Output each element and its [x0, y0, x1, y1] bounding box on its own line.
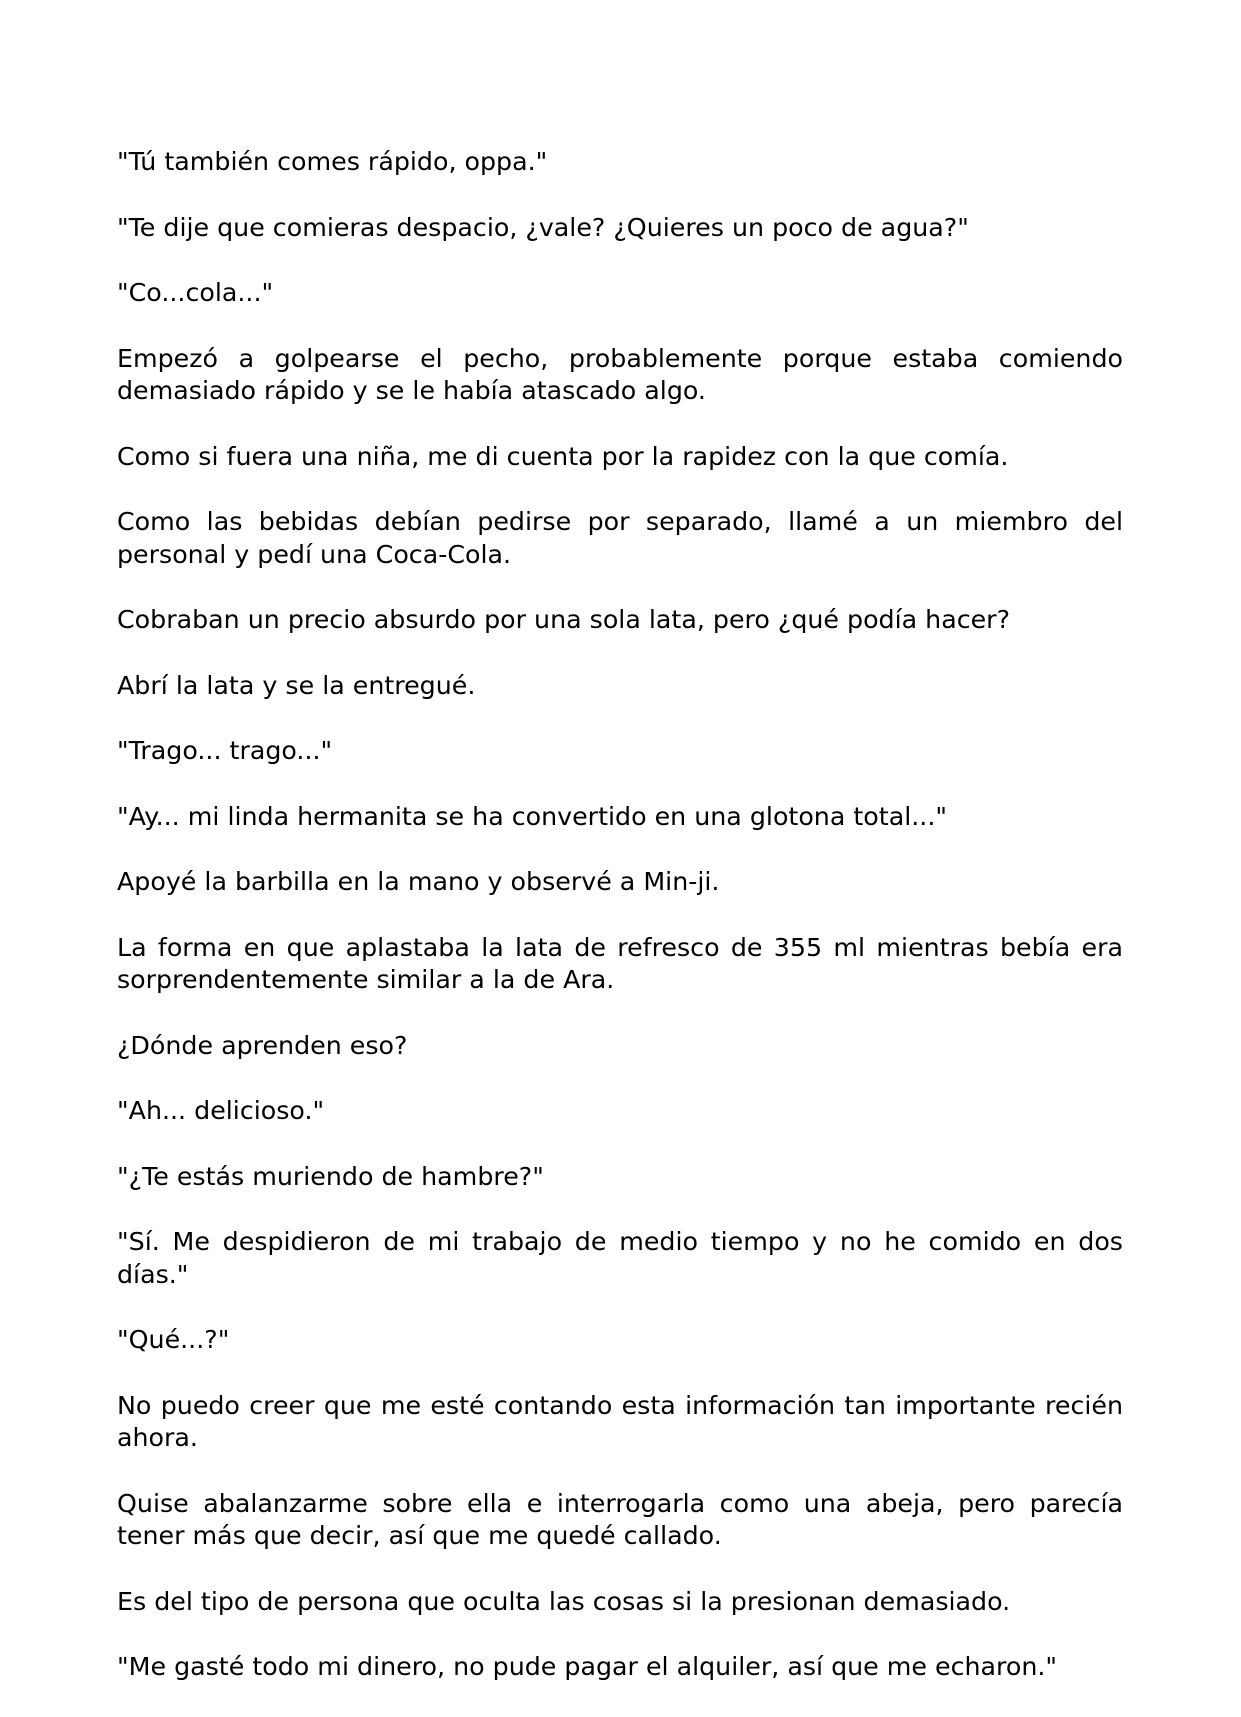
paragraph: Quise abalanzarme sobre ella e interrogarla como una abeja, pero parecía tener más que decir, así que me quedé callado.: [117, 1488, 1123, 1550]
paragraph: "Tú también comes rápido, oppa.": [117, 147, 548, 176]
paragraph: Como si fuera una niña, me di cuenta por la rapidez con la que comía.: [117, 441, 1009, 471]
paragraph: No puedo creer que me esté contando esta información tan importante recién ahora.: [117, 1390, 1123, 1452]
paragraph: ¿Dónde aprenden eso?: [117, 1030, 408, 1060]
paragraph: La forma en que aplastaba la lata de refresco de 355 ml mientras bebía era sorprendentemente similar a la de Ara.: [117, 932, 1123, 994]
paragraph: "Qué...?": [117, 1325, 230, 1354]
paragraph: Es del tipo de persona que oculta las cosas si la presionan demasiado.: [117, 1586, 1011, 1616]
paragraph: Empezó a golpearse el pecho, probablemente porque estaba comiendo demasiado rápido y se le había atascado algo.: [117, 343, 1123, 405]
document-page: [117, 146, 1123, 1717]
paragraph: Como las bebidas debían pedirse por separado, llamé a un miembro del personal y pedí una Coca-Cola.: [117, 507, 1123, 569]
paragraph: "Trago... trago...": [117, 736, 333, 765]
paragraph: Cobraban un precio absurdo por una sola lata, pero ¿qué podía hacer?: [117, 605, 1011, 634]
paragraph: "Te dije que comieras despacio, ¿vale? ¿Quieres un poco de agua?": [117, 212, 969, 242]
paragraph: "Ay... mi linda hermanita se ha convertido en una glotona total...": [117, 801, 947, 831]
paragraph: "Ah... delicioso.": [117, 1096, 325, 1125]
paragraph: "Me gasté todo mi dinero, no pude pagar el alquiler, así que me echaron.": [117, 1652, 1058, 1681]
paragraph: "Sí. Me despidieron de mi trabajo de medio tiempo y no he comido en dos días.": [117, 1227, 1123, 1289]
paragraph: "¿Te estás muriendo de hambre?": [117, 1161, 544, 1191]
paragraph: Abrí la lata y se la entregué.: [117, 670, 476, 700]
paragraph: Apoyé la barbilla en la mano y observé a Min-ji.: [117, 867, 720, 896]
paragraph: "Co...cola...": [117, 278, 274, 307]
